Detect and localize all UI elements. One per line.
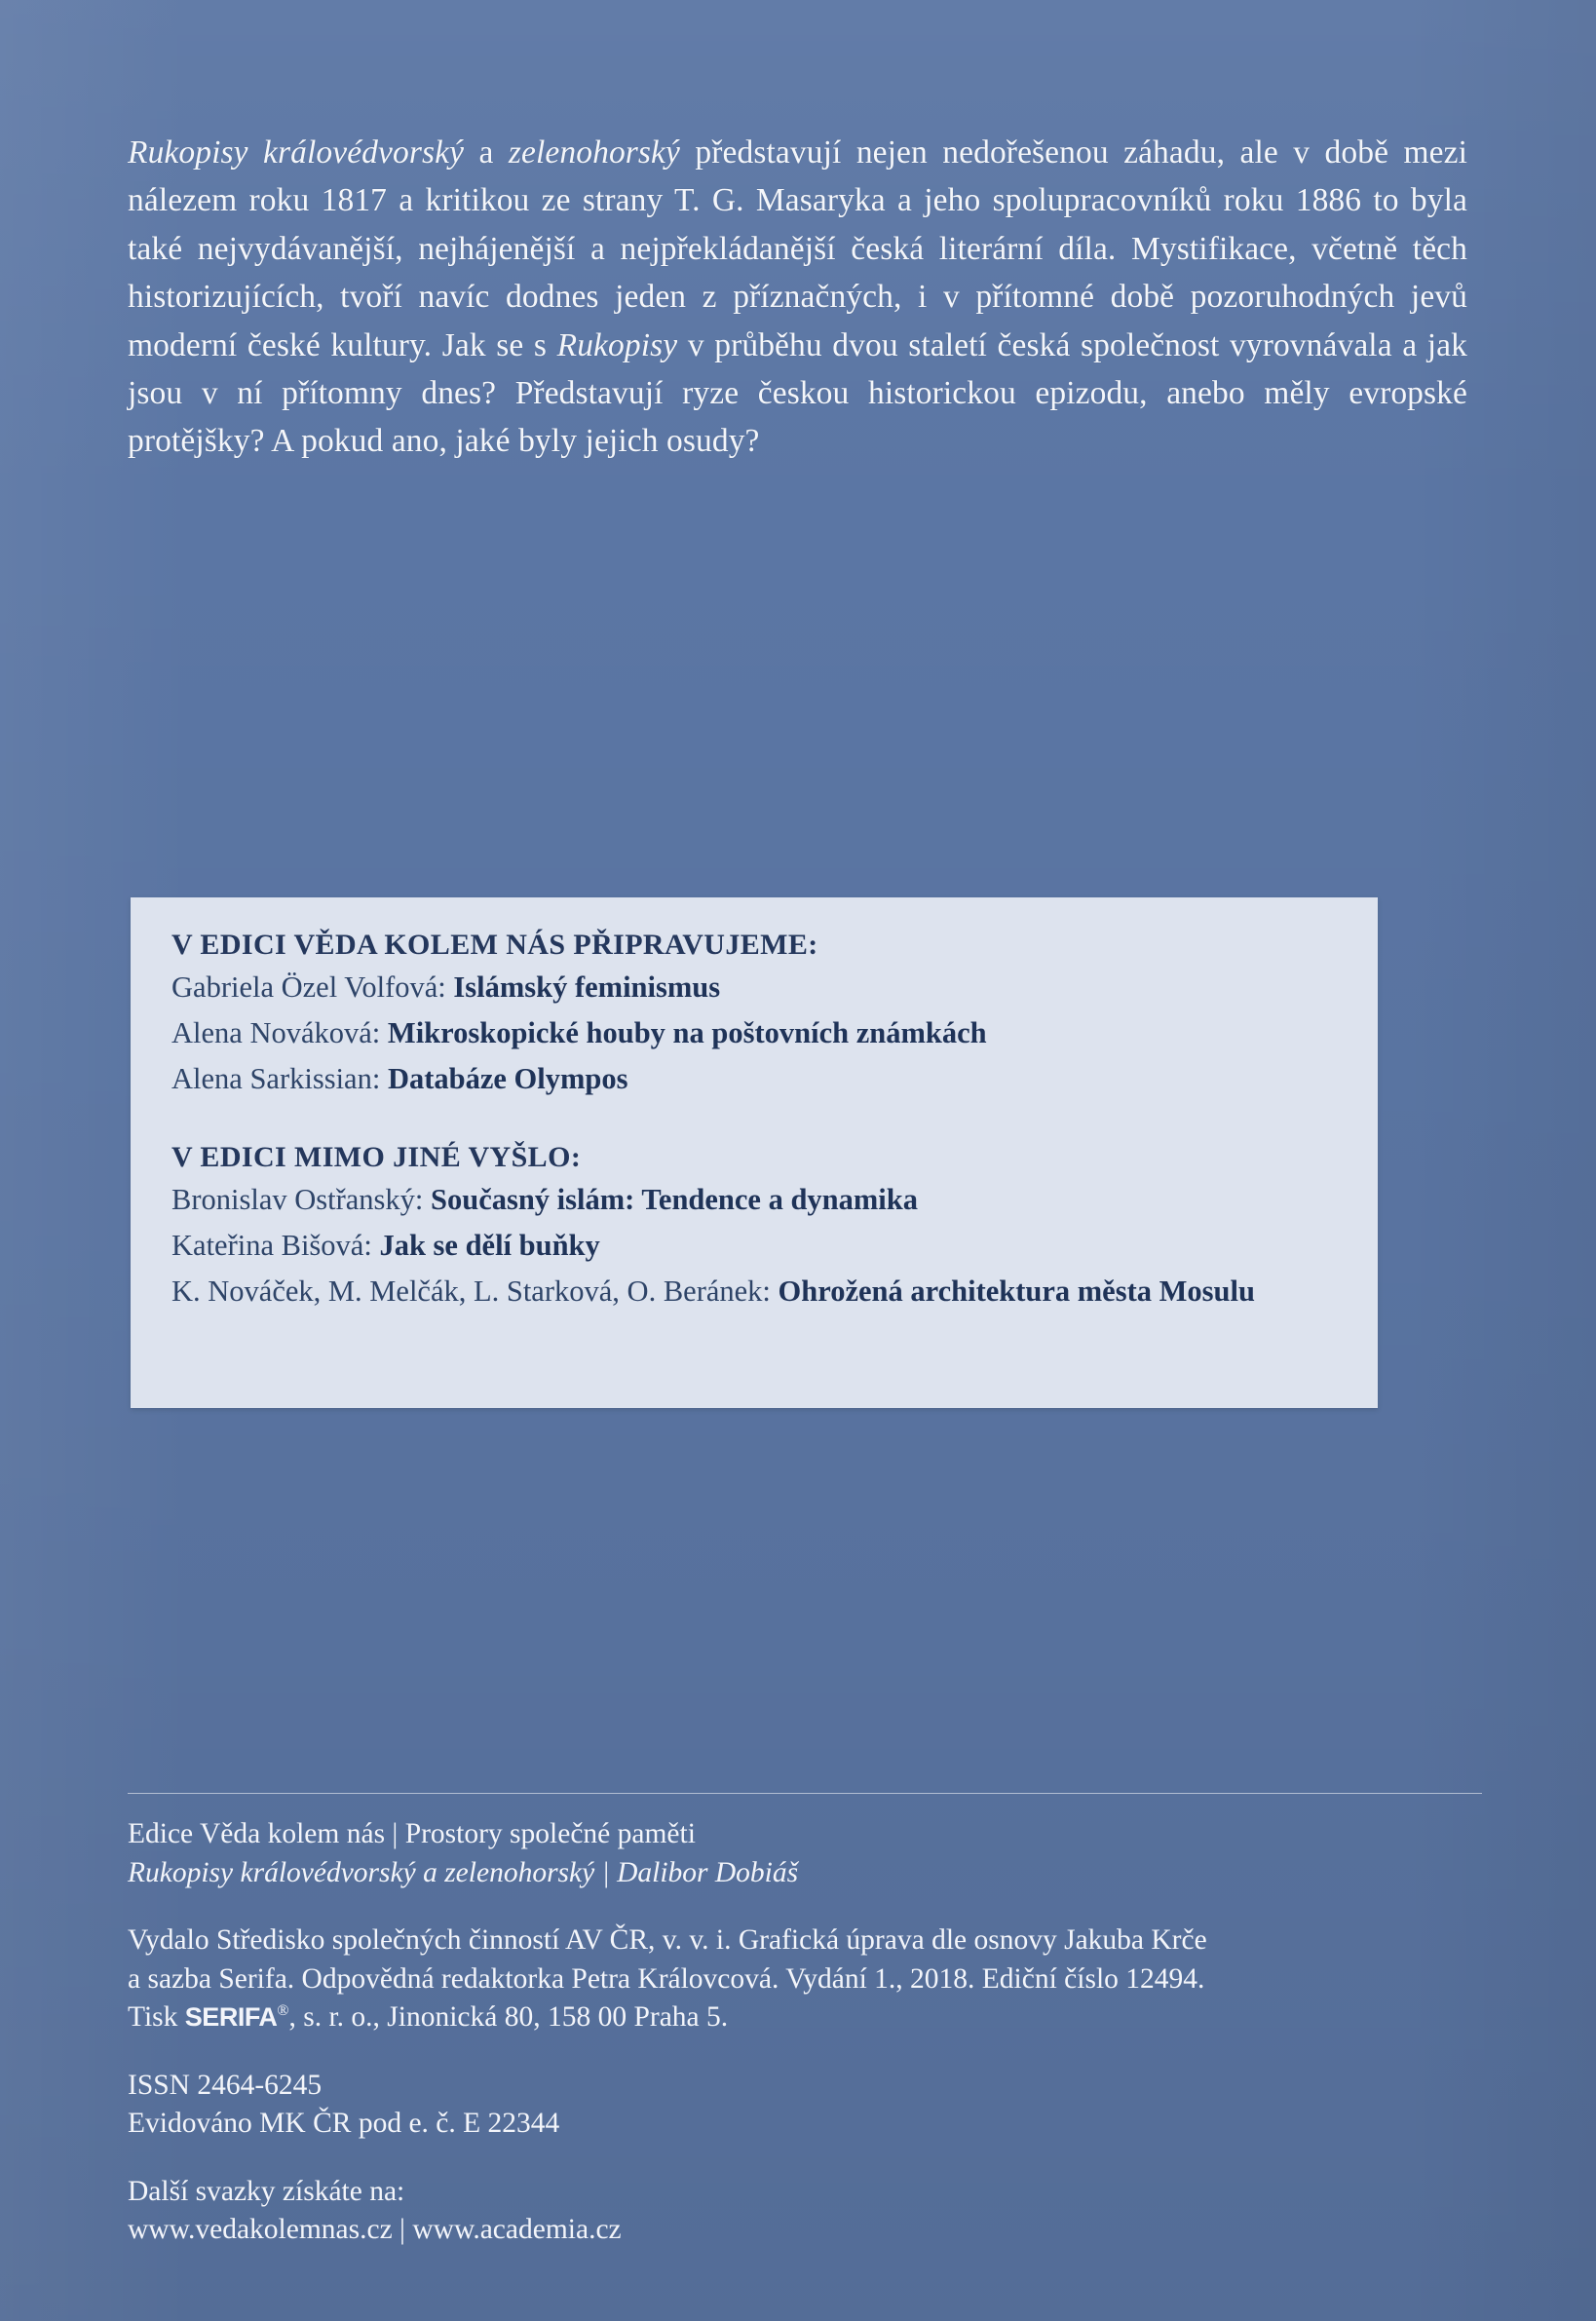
colophon-links-block <box>128 2173 1482 2250</box>
colophon-print-line <box>128 1998 1482 2037</box>
promo-item-author: Gabriela Özel Volfová: <box>171 970 454 1004</box>
blurb-paragraph <box>128 129 1467 466</box>
registered-trademark-icon: ® <box>277 2002 289 2020</box>
promo-heading-published: V EDICI MIMO JINÉ VYŠLO: <box>171 1140 582 1173</box>
promo-item-title: Mikroskopické houby na poštovních známkách <box>387 1015 987 1049</box>
promo-heading-upcoming: V EDICI VĚDA KOLEM NÁS PŘIPRAVUJEME: <box>171 929 818 961</box>
promo-item <box>171 1180 1337 1221</box>
promo-box <box>131 897 1378 1408</box>
promo-item-title: Islámský feminismus <box>453 970 721 1004</box>
colophon-divider <box>128 1793 1482 1794</box>
promo-item-author: Alena Sarkissian: <box>171 1061 388 1095</box>
promo-item <box>171 1013 1337 1054</box>
colophon-registration: Evidováno MK ČR pod e. č. E 22344 <box>128 2108 560 2140</box>
promo-item <box>171 1226 1337 1267</box>
promo-item-title: Současný islám: Tendence a dynamika <box>431 1182 918 1216</box>
promo-item-author: K. Nováček, M. Melčák, L. Starková, O. Beránek: <box>171 1274 779 1308</box>
promo-item-author: Alena Nováková: <box>171 1015 388 1049</box>
promo-item-title: Jak se dělí buňky <box>379 1228 600 1262</box>
colophon-publisher-block <box>128 1921 1482 2037</box>
promo-item-author: Kateřina Bišová: <box>171 1228 380 1262</box>
promo-item-author: Bronislav Ostřanský: <box>171 1182 432 1216</box>
colophon-more-label: Další svazky získáte na: <box>128 2175 405 2207</box>
colophon-urls[interactable]: www.vedakolemnas.cz | www.academia.cz <box>128 2214 622 2246</box>
colophon-issn: ISSN 2464-6245 <box>128 2069 323 2101</box>
serifa-logo: SERIFA <box>184 2002 278 2033</box>
colophon-print-suffix: , s. r. o., Jinonická 80, 158 00 Praha 5. <box>288 2001 729 2034</box>
promo-item <box>171 1272 1337 1313</box>
colophon-publisher-line-1: Vydalo Středisko společných činností AV ČR, v. v. i. Grafická úprava dle osnovy Jakuba Krče <box>128 1924 1207 1957</box>
colophon <box>128 1793 1482 2250</box>
colophon-series-line: Edice Věda kolem nás | Prostory společné paměti <box>128 1818 696 1849</box>
blurb-italic-title-1: Rukopisy královédvorský <box>128 134 465 171</box>
blurb-italic-title-3: Rukopisy <box>556 326 678 363</box>
blurb-text-2: a <box>464 134 509 171</box>
colophon-series-block <box>128 1815 1482 1892</box>
blurb-italic-title-2: zelenohorský <box>508 134 680 171</box>
blurb-text-4: představují nejen nedořešenou záhadu, ale v době mezi nálezem roku 1817 a kritikou ze strany T. G. Masaryka a jeho spolupracovníků roku 1886 to byla také nejvydávanější, nejhájenější a nejpřekládanější česká literární díla. Mystifikace, včetně těch historizujících, tvoří navíc dodnes jeden z příznačných, i v přítomné době pozoruhodných jevů moderní české kultury. Jak se s <box>128 134 1467 363</box>
promo-item-title: Databáze Olympos <box>387 1061 628 1095</box>
colophon-print-prefix: Tisk <box>128 2001 185 2034</box>
promo-item-title: Ohrožená architektura města Mosulu <box>778 1274 1255 1308</box>
blurb-text-6: v průběhu dvou staletí česká společnost vyrovnávala a jak jsou v ní přítomny dnes? Představují ryze českou historickou epizodu, anebo měly evropské protějšky? A pokud ano, jaké byly jejich osudy? <box>128 326 1468 460</box>
promo-item <box>171 968 1337 1008</box>
promo-item <box>171 1059 1337 1100</box>
colophon-publisher-line-2: a sazba Serifa. Odpovědná redaktorka Petra Královcová. Vydání 1., 2018. Ediční číslo 12494. <box>128 1962 1205 1995</box>
colophon-title-line: Rukopisy královédvorský a zelenohorský | Dalibor Dobiáš <box>128 1856 799 1888</box>
colophon-identifiers-block <box>128 2067 1482 2144</box>
